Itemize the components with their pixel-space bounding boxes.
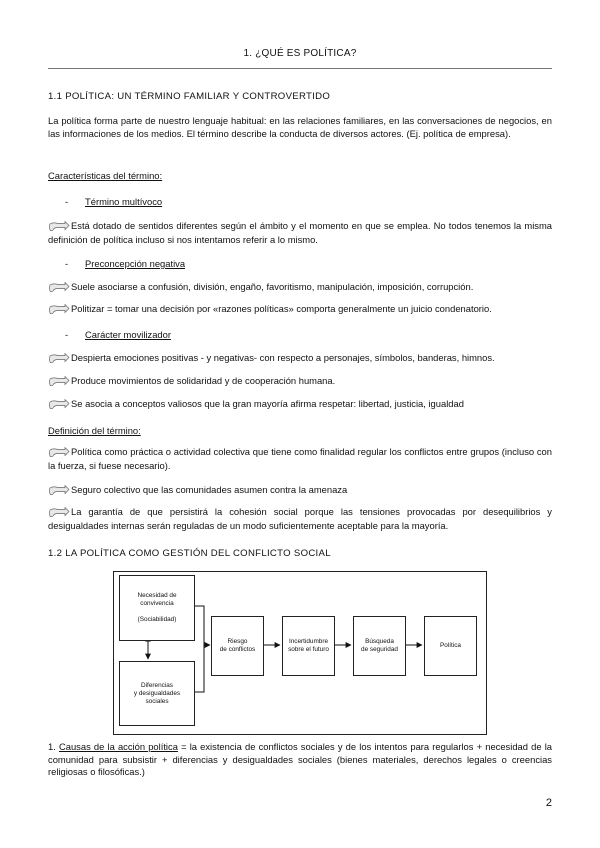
box-security-search: Búsqueda de seguridad: [353, 616, 406, 676]
curved-arrow-icon: [48, 485, 70, 497]
section-2-title: 1.2 LA POLÍTICA COMO GESTIÓN DEL CONFLICTO SOCIAL: [48, 548, 331, 559]
curved-arrow-icon: [48, 353, 70, 365]
list-item: Suele asociarse a confusión, división, engaño, favoritismo, manipulación, imposición, corrupción.: [48, 280, 552, 294]
box-uncertainty: Incertidumbre sobre el futuro: [282, 616, 335, 676]
intro-paragraph: La política forma parte de nuestro lenguaje habitual: en las relaciones familiares, en las conversaciones de negocios, en las informaciones de los medios. El término describe la conducta de diversos actores. (Ej. política de empresa).: [48, 115, 552, 139]
box-conflict-risk: Riesgo de conflictos: [211, 616, 264, 676]
list-item: Produce movimientos de solidaridad y de cooperación humana.: [48, 374, 552, 388]
causes-text: = la existencia de conflictos sociales y de los intentos para regularlos + necesidad de la comunidad para subsistir + diferencias y desigualdades sociales (bienes materiales, derechos legales o creencias religiosas o filosóficas.): [48, 741, 553, 778]
list-item: Se asocia a conceptos valiosos que la gran mayoría afirma respetar: libertad, justicia, igualdad: [48, 397, 552, 411]
box-politics: Política: [424, 616, 477, 676]
curved-arrow-icon: [48, 507, 70, 519]
characteristics-heading: Características del término:: [48, 170, 163, 181]
curved-arrow-icon: [48, 221, 70, 233]
definition-heading: Definición del término:: [48, 425, 141, 436]
causes-number: 1.: [48, 741, 56, 752]
causes-paragraph: [48, 741, 552, 779]
box-social-inequalities: Diferencias y desigualdades sociales: [119, 661, 195, 726]
curved-arrow-icon: [48, 304, 70, 316]
list-item: Despierta emociones positivas - y negativas- con respecto a personajes, símbolos, banderas, himnos.: [48, 351, 552, 365]
group-heading-preconcepcion: [65, 258, 185, 269]
bullet-dash: -: [65, 329, 69, 340]
list-item: Seguro colectivo que las comunidades asumen contra la amenaza: [48, 483, 552, 497]
page-number: 2: [545, 797, 552, 809]
box-need-coexistence: Necesidad de convivencia (Sociabilidad): [119, 575, 195, 641]
list-item: Política como práctica o actividad colectiva que tiene como finalidad regular los conflictos entre grupos (incluso con la fuerza, si fuese necesario).: [48, 446, 552, 471]
chapter-title: 1. ¿QUÉ ES POLÍTICA?: [243, 48, 357, 59]
group-heading-multivoco: [65, 196, 162, 207]
bullet-dash: -: [65, 196, 69, 207]
curved-arrow-icon: [48, 447, 70, 459]
group-label: Carácter movilizador: [85, 329, 171, 340]
list-item: Está dotado de sentidos diferentes según el ámbito y el momento en que se emplea. No todos tenemos la misma definición de política incluso si nos intentamos referir a lo mismo.: [48, 220, 552, 245]
list-item: La garantía de que persistirá la cohesión social porque las tensiones provocadas por desequilibrios y desigualdades internas serán reguladas de un modo suficientemente aceptable para la mayoría.: [48, 506, 552, 531]
curved-arrow-icon: [48, 376, 70, 388]
section-1-title: 1.1 POLÍTICA: UN TÉRMINO FAMILIAR Y CONTROVERTIDO: [48, 91, 331, 102]
group-label: Preconcepción negativa: [85, 258, 186, 269]
bullet-dash: -: [65, 258, 69, 269]
conflict-diagram: [113, 571, 487, 735]
list-item: Politizar = tomar una decisión por «razones políticas» comporta generalmente un juicio condenatorio.: [48, 302, 552, 316]
curved-arrow-icon: [48, 399, 70, 411]
curved-arrow-icon: [48, 282, 70, 294]
causes-label: Causas de la acción política: [58, 741, 178, 752]
group-label: Término multívoco: [85, 196, 163, 207]
header-divider: [48, 68, 552, 69]
group-heading-movilizador: [65, 329, 171, 340]
